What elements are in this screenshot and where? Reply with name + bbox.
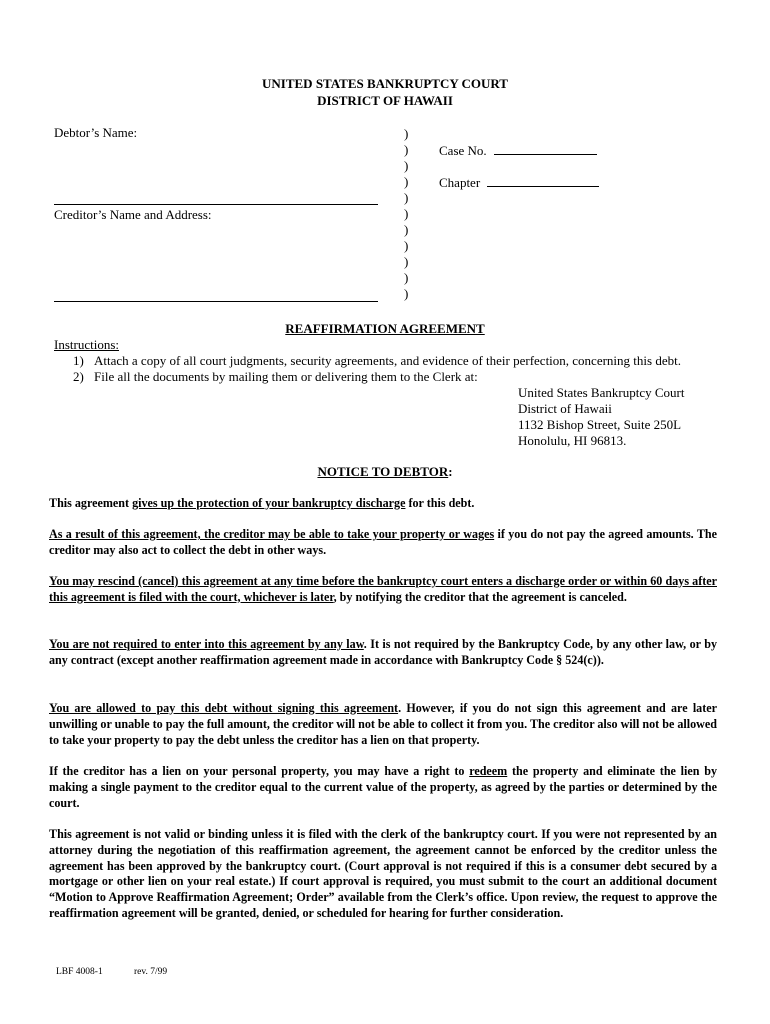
notice-paragraph-1 xyxy=(49,496,717,512)
notice-paragraph-4 xyxy=(49,637,717,669)
chapter-label: Chapter xyxy=(439,175,481,190)
paragraph-text: . It is not required by the Bankruptcy Code, by any other law, or by any contract (except another reaffirmation agreement made in accordance with Bankruptcy Code § 524(c)). xyxy=(49,637,717,667)
debtor-name-label: Debtor’s Name: xyxy=(54,125,138,140)
caption-paren: ) xyxy=(404,174,409,189)
paragraph-text: the property and eliminate the lien by making a single payment to the creditor equal to the current value of the property, as agreed by the parties or determined by the court. xyxy=(49,764,718,810)
creditor-address-line xyxy=(54,301,378,302)
paragraph-text: , by notifying the creditor that the agreement is canceled. xyxy=(333,589,627,604)
paragraph-text: . However, if you do not sign this agreement and are later unwilling or unable to pay the full amount, the creditor will not be able to collect it from you. The creditor also will not be allowed to take your property to pay the debt unless the creditor has a lien on that property. xyxy=(49,701,717,747)
district-name: DISTRICT OF HAWAII xyxy=(317,93,453,108)
clerk-address xyxy=(518,385,684,449)
paragraph-text: If the creditor has a lien on your personal property, you may have a right to xyxy=(49,764,470,778)
instruction-text: File all the documents by mailing them or delivering them to the Clerk at: xyxy=(94,369,478,384)
caption-paren: ) xyxy=(404,126,409,141)
instruction-number: 2) xyxy=(73,369,84,384)
case-number-blank[interactable] xyxy=(494,142,597,155)
caption-paren: ) xyxy=(404,142,409,157)
paragraph-emphasis: You may rescind (cancel) this agreement at any time before the bankruptcy court enters a discharge order or within 60 days after this agreement is filed with the court, whichever is later xyxy=(49,574,717,604)
paragraph-emphasis: You are not required to enter into this agreement by any law xyxy=(49,637,364,651)
caption-paren: ) xyxy=(404,286,409,301)
instructions-label xyxy=(54,337,119,353)
creditor-name-label: Creditor’s Name and Address: xyxy=(54,207,212,222)
agreement-title-text: REAFFIRMATION AGREEMENT xyxy=(285,321,485,336)
paragraph-text: This agreement xyxy=(49,496,133,510)
notice-title-text: NOTICE TO DEBTOR xyxy=(317,464,449,479)
address-line: 1132 Bishop Street, Suite 250L xyxy=(518,417,682,432)
chapter-blank[interactable] xyxy=(487,174,599,187)
caption-paren: ) xyxy=(404,190,409,205)
notice-title-colon: : xyxy=(448,464,453,479)
paragraph-text: if you do not pay the agreed amounts. The creditor may also act to collect the debt in other ways. xyxy=(49,527,717,557)
debtor-name-line xyxy=(54,204,378,205)
caption-paren: ) xyxy=(404,270,409,285)
notice-paragraph-5 xyxy=(49,701,717,748)
caption-paren: ) xyxy=(404,254,409,269)
notice-paragraph-6 xyxy=(49,764,717,811)
case-number-label: Case No. xyxy=(439,143,487,158)
caption-paren: ) xyxy=(404,238,409,253)
caption-paren: ) xyxy=(404,158,409,173)
address-line: United States Bankruptcy Court xyxy=(518,385,685,400)
paragraph-emphasis: redeem xyxy=(469,764,508,778)
chapter-field[interactable] xyxy=(439,174,599,191)
paragraph-emphasis: You are allowed to pay this debt without signing this agreement xyxy=(49,701,399,715)
form-id: LBF 4008-1 xyxy=(56,967,103,977)
notice-paragraph-3 xyxy=(49,574,717,606)
caption-paren: ) xyxy=(404,222,409,237)
case-number-field[interactable] xyxy=(439,142,597,159)
notice-title xyxy=(0,464,770,480)
paragraph-emphasis: gives up the protection of your bankruptcy discharge xyxy=(132,496,406,510)
instructions-label-text: Instructions: xyxy=(54,337,119,352)
paragraph-text: for this debt. xyxy=(405,496,475,510)
court-name: UNITED STATES BANKRUPTCY COURT xyxy=(262,76,508,91)
address-line: District of Hawaii xyxy=(518,401,612,416)
notice-paragraph-2 xyxy=(49,527,717,559)
paragraph-emphasis: As a result of this agreement, the creditor may be able to take your property or wages xyxy=(49,527,495,541)
form-revision: rev. 7/99 xyxy=(134,967,168,977)
instruction-text: Attach a copy of all court judgments, security agreements, and evidence of their perfection, concerning this debt. xyxy=(94,353,681,368)
notice-paragraph-7: This agreement is not valid or binding unless it is filed with the clerk of the bankruptcy court. If you were not represented by an attorney during the negotiation of this reaffirmation agreement, the agreement cannot be enforced by the creditor unless the agreement has been approved by the bankruptcy court. (Court approval is not required if this is a consumer debt secured by a mortgage or other lien on your real estate.) If court approval is required, you must submit to the court an additional document “Motion to Approve Reaffirmation Agreement; Order” available from the Clerk’s office. Upon review, the request to approve the reaffirmation agreement will be granted, denied, or scheduled for hearing for further consideration. xyxy=(49,827,717,920)
agreement-title xyxy=(0,321,770,337)
address-line: Honolulu, HI 96813. xyxy=(518,433,627,448)
instruction-number: 1) xyxy=(73,353,84,368)
caption-paren: ) xyxy=(404,206,409,221)
